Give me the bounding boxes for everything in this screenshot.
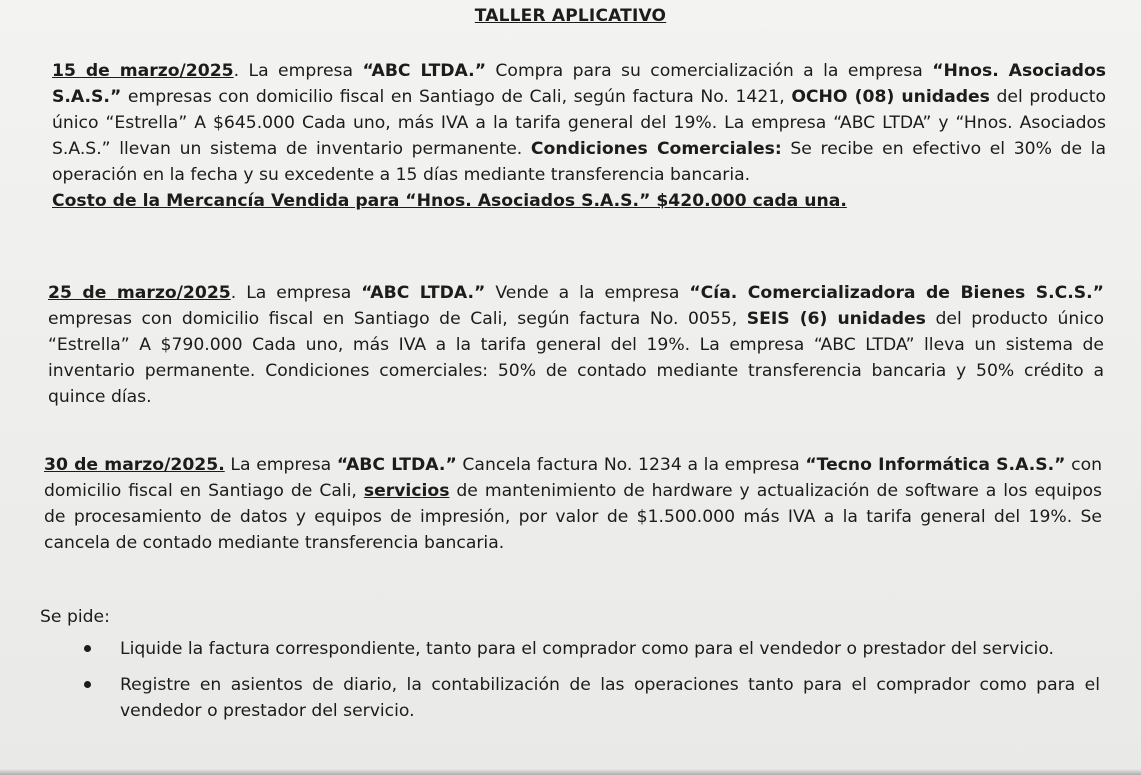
operation-date-1: 15 de marzo/2025 [52,61,234,81]
task-list [84,636,1100,734]
operation-date-3: 30 de marzo/2025. [44,455,225,475]
task-text: Liquide la factura correspondiente, tanto para el comprador como para el vendedor o prestador del servicio. [120,639,1054,659]
operation-paragraph-2 [48,280,1104,410]
company-name: “ABC LTDA.” [362,61,487,81]
list-item [84,636,1100,662]
company-name: “Cía. Comercializadora de Bienes S.C.S.” [689,283,1104,303]
services-word: servicios [363,481,450,501]
cost-of-goods-line: Costo de la Mercancía Vendida para “Hnos. Asociados S.A.S.” $420.000 cada una. [52,191,847,211]
operation-date-2: 25 de marzo/2025 [48,283,231,303]
operation-text: del producto único “Estrella” A $790.000 Cada uno, más IVA a la tarifa general del 19%. La empresa “ABC LTDA” lleva un sistema de inventario permanente. Condiciones comerciales: 50% de contado mediante transferencia bancaria y 50% crédito a quince días. [48,309,1104,407]
company-name: “ABC LTDA.” [336,455,457,475]
units-quantity: SEIS (6) unidades [746,309,926,329]
operation-paragraph-3 [44,452,1102,556]
bullet-icon [84,681,91,688]
operation-text: de mantenimiento de hardware y actualización de software a los equipos de procesamiento de datos y equipos de impresión, por valor de $1.500.000 más IVA a la tarifa general del 19%. Se cancela de contado mediante transferencia bancaria. [44,481,1102,553]
task-text: Registre en asientos de diario, la contabilización de las operaciones tanto para el comprador como para el vendedor o prestador del servicio. [120,675,1100,721]
company-name: “Tecno Informática S.A.S.” [805,455,1066,475]
company-name: “Hnos. Asociados S.A.S.” [52,61,1107,107]
operation-text: Compra para su comercialización a la empresa [486,61,933,81]
list-item [84,672,1100,724]
operation-text: empresas con domicilio fiscal en Santiago de Cali, según factura No. 1421, [121,87,792,107]
document-title: TALLER APLICATIVO [474,6,667,26]
operation-text: Se recibe en efectivo el 30% de la operación en la fecha y su excedente a 15 días mediante transferencia bancaria. [52,139,1106,185]
units-quantity: OCHO (08) unidades [791,87,990,107]
operation-text: . La empresa [230,283,362,303]
operation-text: del producto único “Estrella” A $645.000 Cada uno, más IVA a la tarifa general del 19%. La empresa “ABC LTDA” y “Hnos. Asociados S.A.S.” llevan un sistema de inventario permanente. [52,87,1106,159]
operation-text: Cancela factura No. 1234 a la empresa [456,455,806,475]
operation-paragraph-1 [52,58,1106,214]
page-edge-shadow [0,769,1141,775]
operation-text: La empresa [224,455,337,475]
operation-text: . La empresa [233,61,363,81]
operation-text: Vende a la empresa [485,283,690,303]
request-label: Se pide: [40,607,110,627]
company-name: “ABC LTDA.” [361,283,486,303]
operation-text: con domicilio fiscal en Santiago de Cali, [44,455,1102,501]
operation-text: empresas con domicilio fiscal en Santiago de Cali, según factura No. 0055, [48,309,747,329]
bullet-icon [84,645,91,652]
conditions-label: Condiciones Comerciales: [530,139,782,159]
